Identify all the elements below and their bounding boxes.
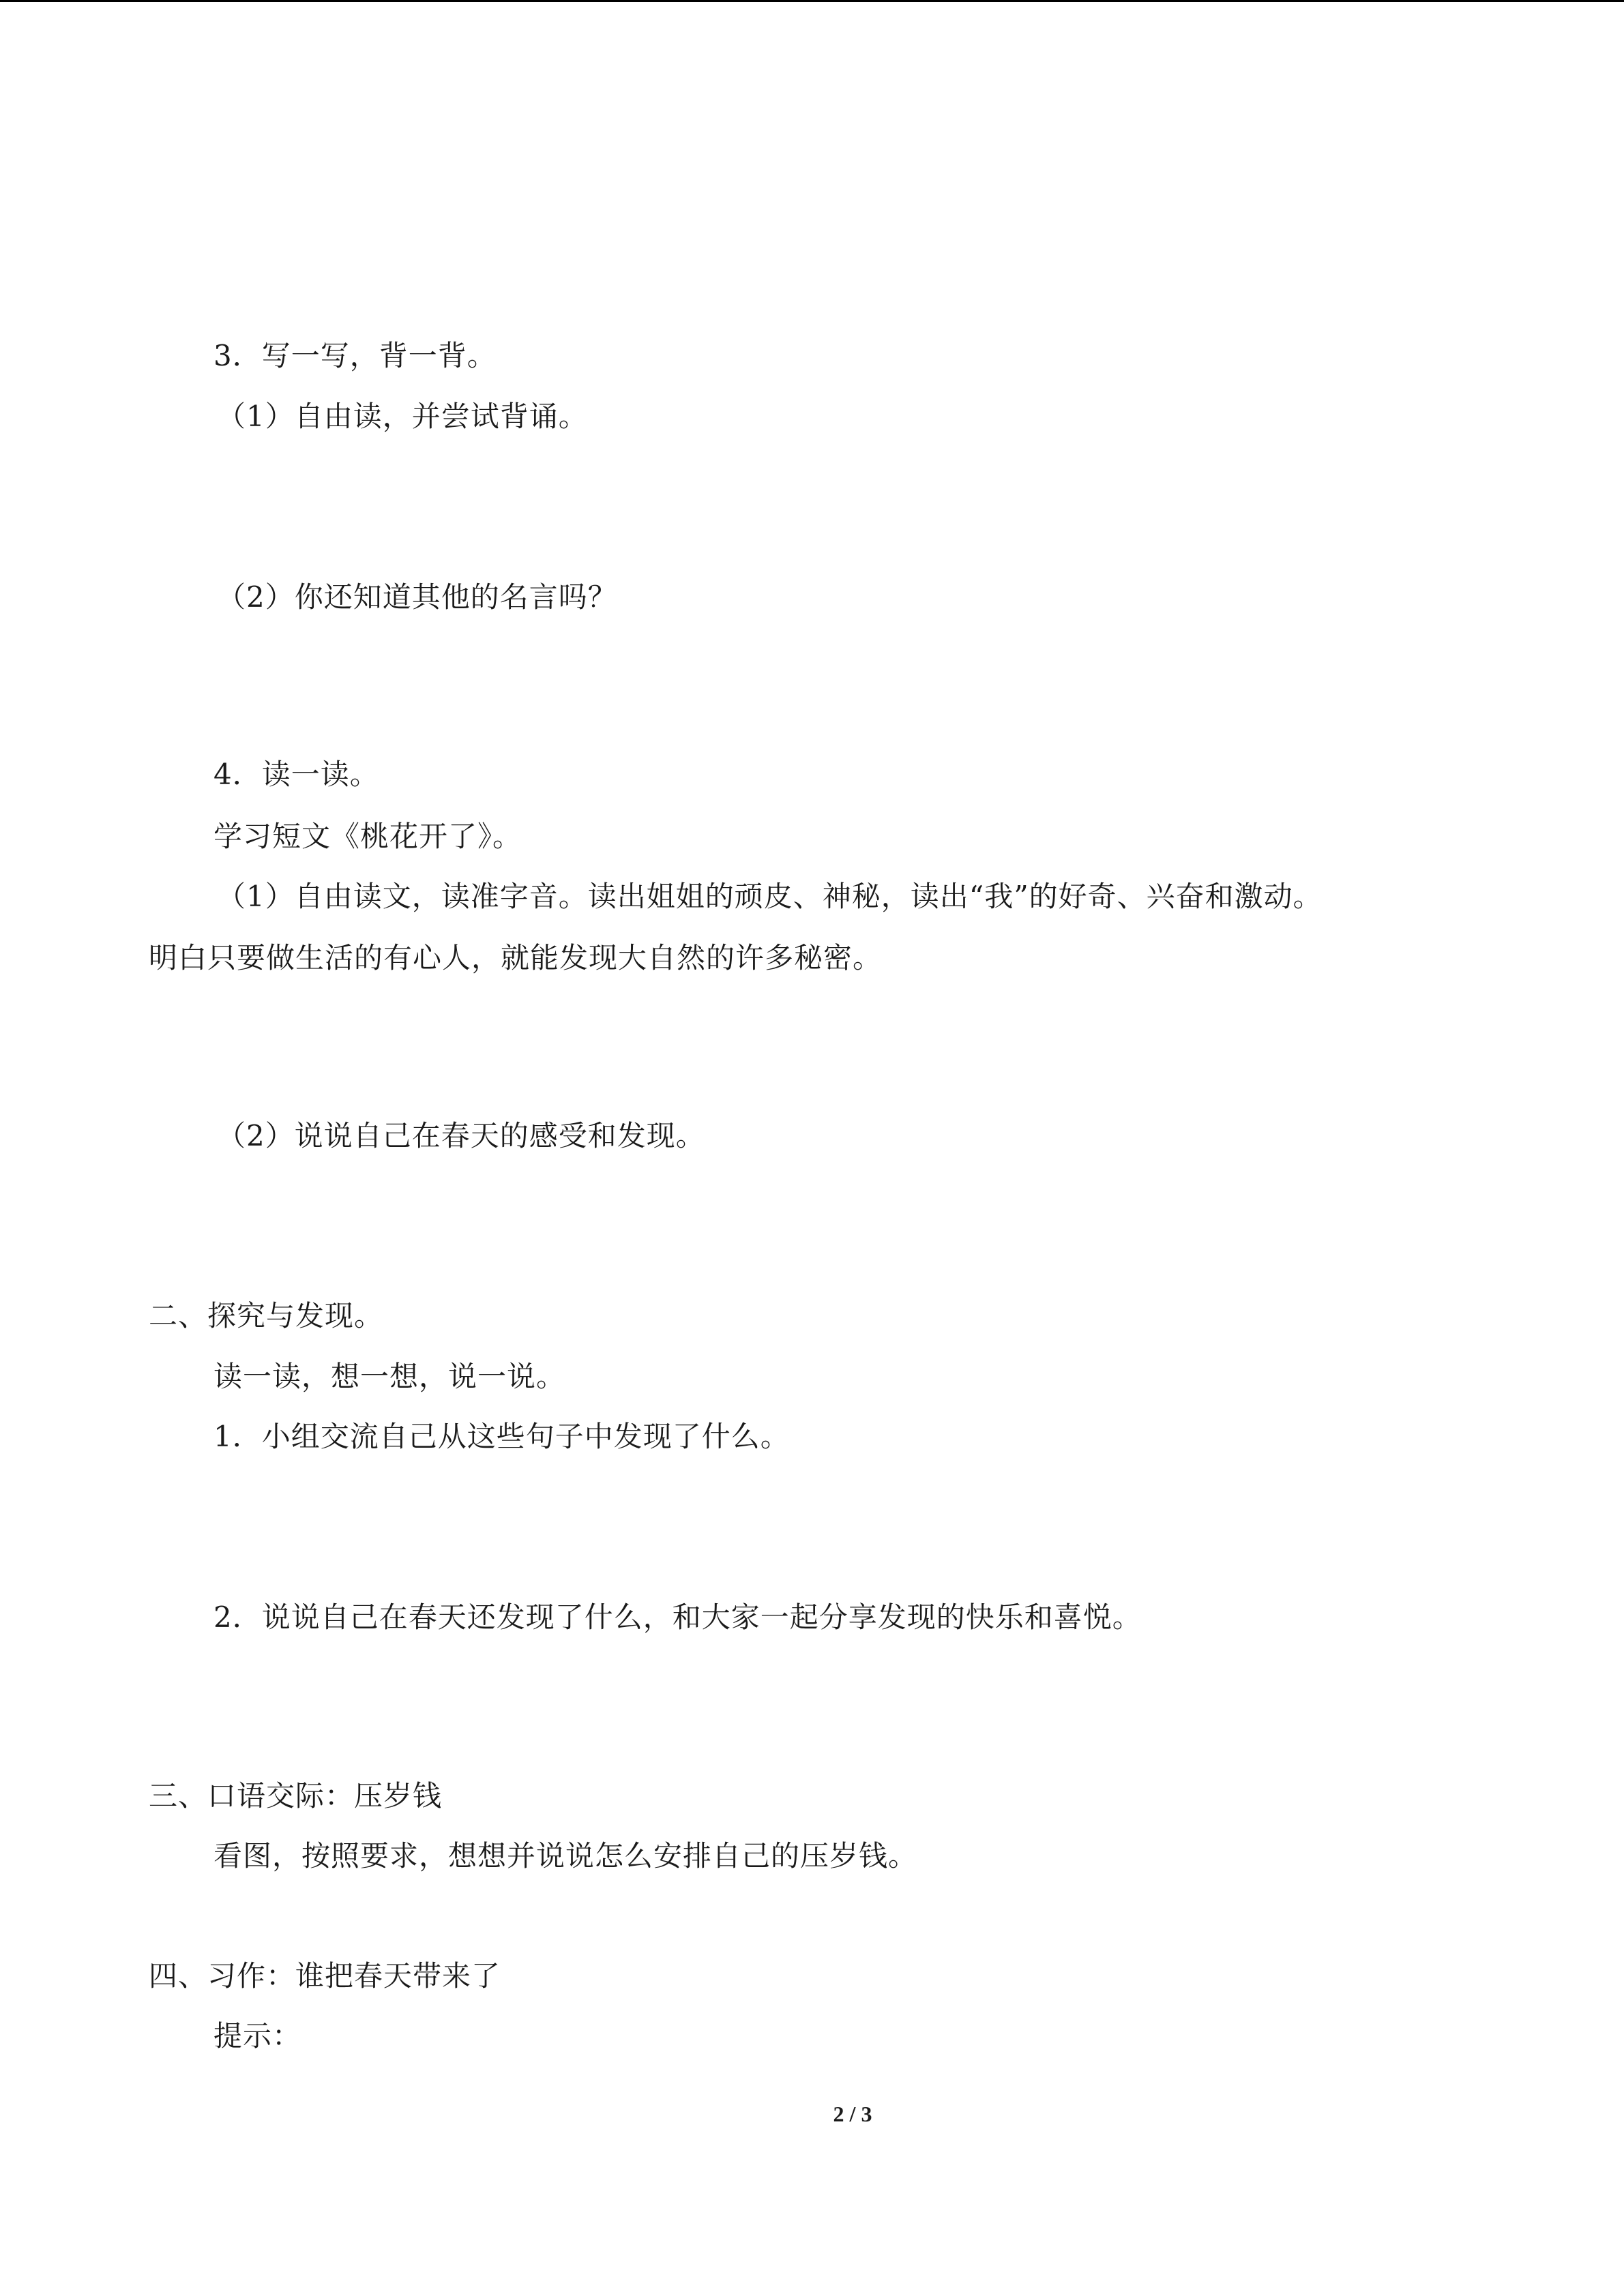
exercise-4-item-1: （1）自由读文，读准字音。读出姐姐的顽皮、神秘，读出“我”的好奇、兴奋和激动。 xyxy=(217,880,1323,913)
section-2-intro: 读一读，想一想，说一说。 xyxy=(213,1360,566,1393)
section-2-heading: 二、探究与发现。 xyxy=(149,1299,384,1332)
exercise-3-heading: 3．写一写，背一背。 xyxy=(213,339,497,372)
exercise-4-item-2: （2）说说自己在春天的感受和发现。 xyxy=(217,1119,705,1152)
exercise-4-intro: 学习短文《桃花开了》。 xyxy=(213,820,522,853)
section-4-heading: 四、习作：谁把春天带来了 xyxy=(149,1959,501,1993)
exercise-4-item-1-cont: 明白只要做生活的有心人，就能发现大自然的许多秘密。 xyxy=(149,941,883,974)
page-number: 2 / 3 xyxy=(833,2102,872,2126)
section-3-heading: 三、口语交际：压岁钱 xyxy=(149,1779,443,1813)
exercise-3-item-2: （2）你还知道其他的名言吗？ xyxy=(217,580,617,614)
section-2-item-1: 1．小组交流自己从这些句子中发现了什么。 xyxy=(213,1420,790,1453)
exercise-4-heading: 4．读一读。 xyxy=(213,758,379,791)
section-3-intro: 看图，按照要求，想想并说说怎么安排自己的压岁钱。 xyxy=(213,1839,918,1873)
top-border-line xyxy=(0,0,1624,2)
section-4-hint: 提示： xyxy=(213,2019,302,2053)
section-2-item-2: 2．说说自己在春天还发现了什么，和大家一起分享发现的快乐和喜悦。 xyxy=(213,1600,1142,1634)
exercise-3-item-1: （1）自由读，并尝试背诵。 xyxy=(217,400,588,433)
